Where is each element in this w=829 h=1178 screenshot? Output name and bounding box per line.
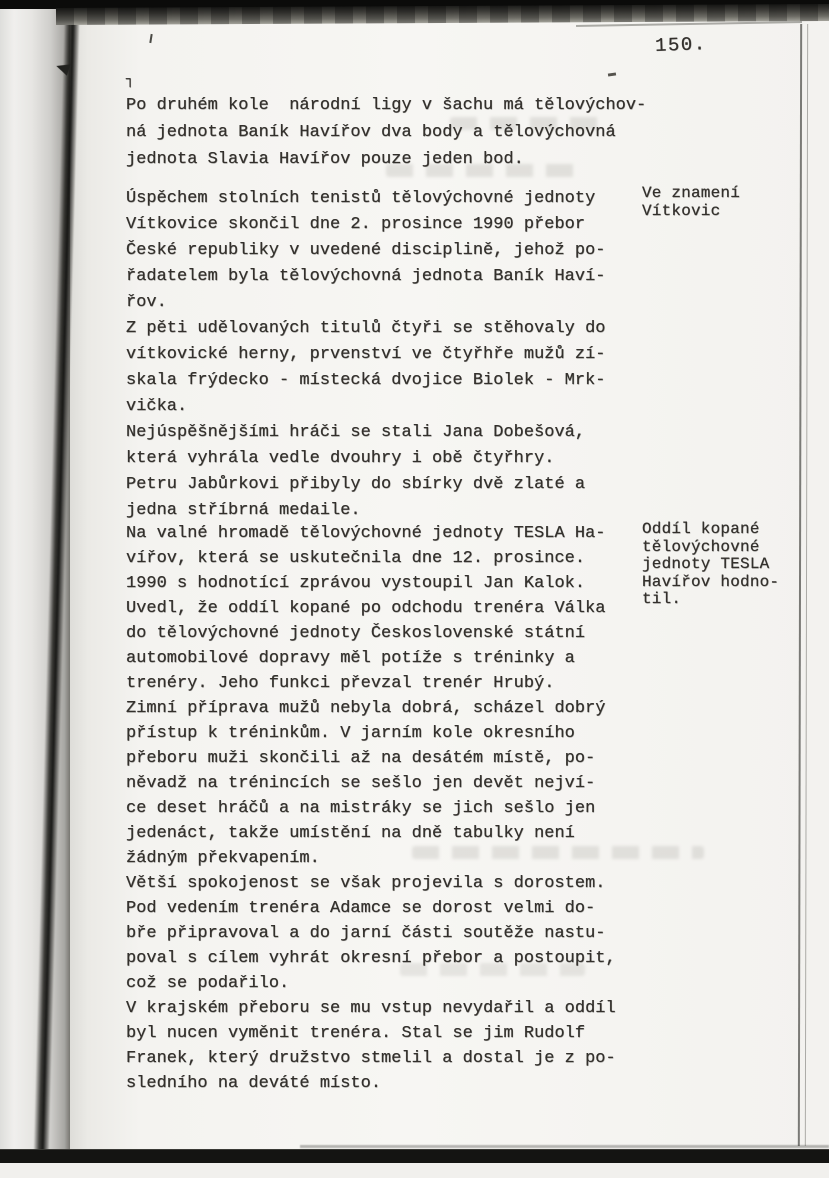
- page-number: 150.: [654, 33, 707, 57]
- body-text-line: vička.: [126, 397, 188, 416]
- body-text-line: Franek, který družstvo stmelil a dostal je z po-: [126, 1049, 616, 1068]
- margin-note-vitkovice: [642, 184, 812, 220]
- margin-note-line: jednoty TESLA: [642, 555, 770, 573]
- body-text-line: Vítkovice skončil dne 2. prosince 1990 přebor: [126, 215, 586, 234]
- body-text-line: 1990 s hodnotící zprávou vystoupil Jan Kalok.: [126, 574, 586, 593]
- scan-noise-strip: [0, 1163, 829, 1178]
- body-text-line: přístup k tréninkům. V jarním kole okresního: [126, 724, 575, 743]
- margin-note-line: Oddíl kopané: [642, 520, 760, 538]
- body-text-line: Z pěti udělovaných titulů čtyři se stěhovaly do: [126, 319, 606, 338]
- body-text-line: vítkovické herny, prvenství ve čtyřhře mužů zí-: [126, 345, 606, 364]
- body-text-line: Zimní příprava mužů nebyla dobrá, scházel dobrý: [126, 699, 606, 718]
- body-text-line: Uvedl, že oddíl kopané po odchodu trenéra Válka: [126, 599, 606, 618]
- body-text-line: jedenáct, takže umístění na dně tabulky není: [126, 824, 575, 843]
- body-text-line: automobilové dopravy měl potíže s tréninky a: [126, 649, 575, 668]
- body-text-line: byl nucen vyměnit trenéra. Stal se jim Rudolf: [126, 1024, 586, 1043]
- body-text-line: což se podařilo.: [126, 974, 290, 993]
- paragraph-table-tennis: [126, 186, 671, 524]
- body-text-line: poval s cílem vyhrát okresní přebor a postoupit,: [126, 949, 616, 968]
- margin-note-line: tělovýchovné: [642, 537, 760, 556]
- body-text-line: trenéry. Jeho funkci převzal trenér Hrubý.: [126, 674, 555, 693]
- body-text-line: do tělovýchovné jednoty Československé státní: [126, 624, 586, 643]
- body-text-line: Po druhém kole národní ligy v šachu má tělovýchov-: [126, 96, 647, 115]
- body-text-line: bře připravoval a do jarní části soutěže nastu-: [126, 924, 606, 943]
- margin-note-tesla: [642, 521, 812, 609]
- body-text-line: Pod vedením trenéra Adamce se dorost velmi do-: [126, 899, 596, 918]
- paragraph-chess: [126, 92, 671, 173]
- body-text-line: V krajském přeboru se mu vstup nevydařil a oddíl: [126, 999, 616, 1018]
- body-text-line: Úspěchem stolních tenistů tělovýchovné jednoty: [126, 189, 596, 208]
- body-text-line: České republiky v uvedené disciplině, jehož po-: [126, 241, 606, 260]
- margin-note-line: Ve znamení: [642, 184, 741, 202]
- body-text-line: vířov, která se uskutečnila dne 12. prosince.: [126, 549, 586, 568]
- body-text-line: jedna stříbrná medaile.: [126, 501, 361, 520]
- body-text-line: skala frýdecko - místecká dvojice Biolek - Mrk-: [126, 371, 606, 390]
- body-text-line: žádným překvapením.: [126, 849, 320, 868]
- paragraph-tesla-football: [126, 521, 671, 1096]
- margin-note-line: til.: [642, 590, 682, 608]
- body-text-line: která vyhrála vedle dvouhry i obě čtyřhry.: [126, 449, 555, 468]
- body-text-line: řadatelem byla tělovýchovná jednota Baník Haví-: [126, 267, 606, 286]
- body-text-line: sledního na deváté místo.: [126, 1074, 382, 1093]
- body-text-line: ce deset hráčů a na mistráky se jich sešlo jen: [126, 799, 596, 818]
- margin-note-line: Vítkovic: [642, 202, 721, 220]
- body-text-line: ná jednota Baník Havířov dva body a tělovýchovná: [126, 123, 616, 142]
- body-text-line: Petru Jabůrkovi přibyly do sbírky dvě zlaté a: [126, 475, 586, 494]
- body-text-line: řov.: [126, 293, 167, 312]
- corner-mark: ┐: [126, 72, 135, 88]
- body-text-line: Na valné hromadě tělovýchovné jednoty TESLA Ha-: [126, 524, 606, 543]
- body-text-line: něvadž na trénincích se sešlo jen devět nejví-: [126, 774, 596, 793]
- body-text-line: Nejúspěšnějšími hráči se stali Jana Dobešová,: [126, 423, 586, 442]
- body-text-line: Větší spokojenost se však projevila s dorostem.: [126, 874, 606, 893]
- scan-border-bottom: [0, 1149, 829, 1163]
- body-text-line: jednota Slavia Havířov pouze jeden bod.: [126, 150, 524, 169]
- body-text-line: přeboru muži skončili až na desátém místě, po-: [126, 749, 596, 768]
- scan-shadow-line: [300, 1145, 829, 1148]
- margin-note-line: Havířov hodno-: [642, 572, 780, 591]
